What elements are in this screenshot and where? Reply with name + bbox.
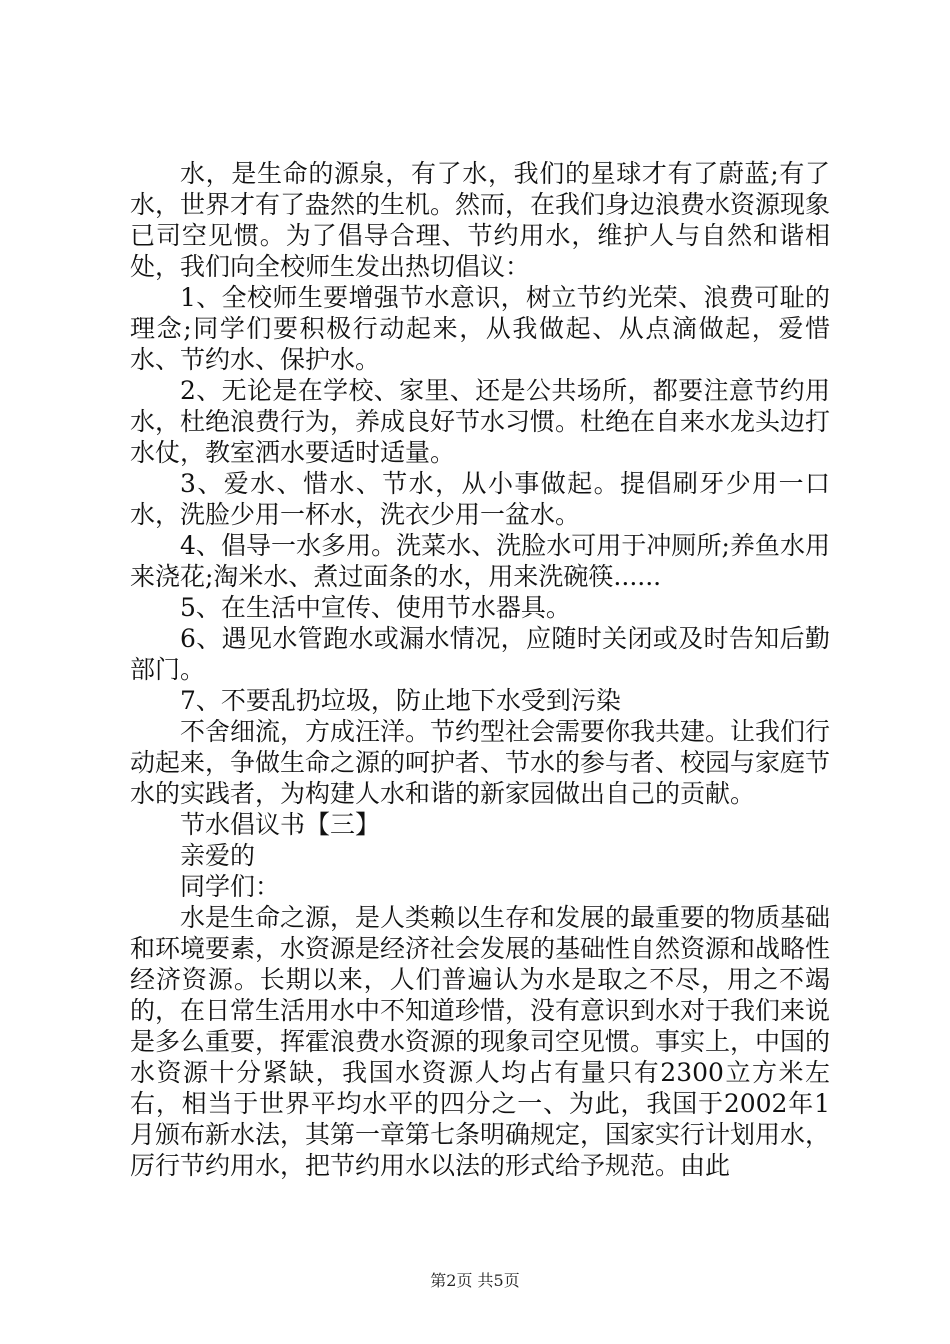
paragraph-item-5: 5、在生活中宣传、使用节水器具。	[180, 593, 571, 622]
salutation-line-1: 亲爱的	[180, 841, 256, 870]
paragraph-closing: 不舍细流，方成汪洋。节约型社会需要你我共建。让我们行动起来，争做生命之源的呵护者、节水的参与者、校园与家庭节水的实践者，为构建人水和谐的新家园做出自己的贡献。	[130, 717, 831, 808]
paragraph-item-6: 6、遇见水管跑水或漏水情况，应随时关闭或及时告知后勤部门。	[130, 624, 830, 684]
paragraph-item-1: 1、全校师生要增强节水意识，树立节约光荣、浪费可耻的理念;同学们要积极行动起来，从我做起、从点滴做起，爱惜水、节约水、保护水。	[130, 283, 830, 374]
paragraph-item-4: 4、倡导一水多用。洗菜水、洗脸水可用于冲厕所;养鱼水用来浇花;淘米水、煮过面条的水，用来洗碗筷......	[130, 531, 830, 591]
paragraph-body: 水是生命之源，是人类赖以生存和发展的最重要的物质基础和环境要素，水资源是经济社会发展的基础性自然资源和战略性经济资源。长期以来，人们普遍认为水是取之不尽，用之不竭的，在日常生活用水中不知道珍惜，没有意识到水对于我们来说是多么重要，挥霍浪费水资源的现象司空见惯。事实上，中国的水资源十分紧缺，我国水资源人均占有量只有2300立方米左右，相当于世界平均水平的四分之一、为此，我国于2002年1月颁布新水法，其第一章第七条明确规定，国家实行计划用水，厉行节约用水，把节约用水以法的形式给予规范。由此	[130, 903, 831, 1180]
paragraph-item-7: 7、不要乱扔垃圾，防止地下水受到污染	[180, 686, 621, 715]
section-heading: 节水倡议书【三】	[180, 810, 381, 839]
salutation-line-2: 同学们：	[180, 872, 281, 901]
paragraph-intro: 水，是生命的源泉，有了水，我们的星球才有了蔚蓝;有了水，世界才有了盎然的生机。然而，在我们身边浪费水资源现象已司空见惯。为了倡导合理、节约用水，维护人与自然和谐相处，我们向全校师生发出热切倡议：	[130, 159, 831, 281]
paragraph-item-3: 3、爱水、惜水、节水，从小事做起。提倡刷牙少用一口水，洗脸少用一杯水，洗衣少用一盆水。	[130, 469, 830, 529]
paragraph-item-2: 2、无论是在学校、家里、还是公共场所，都要注意节约用水，杜绝浪费行为，养成良好节水习惯。杜绝在自来水龙头边打水仗，教室洒水要适时适量。	[130, 376, 831, 467]
page-footer	[0, 1271, 950, 1291]
page-number-label: 第2页 共5页	[430, 1271, 520, 1290]
document-body	[130, 158, 830, 1181]
